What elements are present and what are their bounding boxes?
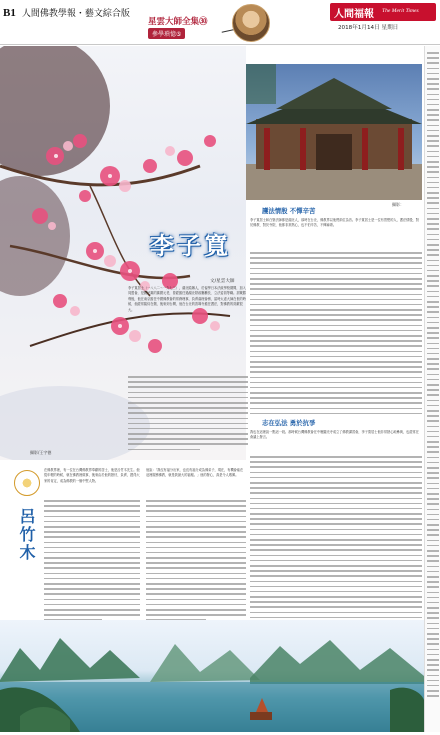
temple-photo-credit: 攝影： [392,202,404,207]
masthead-logo: 人間福報 [334,9,374,20]
section-title: 人間佛教學報・藝文綜合版 [21,8,130,18]
article2-text-block-a [44,500,140,620]
article2-text-block-b [146,500,246,620]
article-byline: 文/星雲大師 [210,279,235,284]
photo-credit-left: 攝影/王宇德 [30,450,52,455]
temple-art [246,64,422,200]
article1-text-block-b [250,252,422,418]
masthead [330,3,436,21]
series-title-block [148,15,208,27]
article-title-lu: 呂竹木 [17,508,36,562]
section-code: B1 [3,7,16,19]
ornament-icon [14,470,40,496]
page-header [0,0,440,46]
article1-text-block-a [128,376,248,456]
article1-subhead2: 志在弘法 勇於抗爭 [262,419,316,427]
master-portrait [232,4,270,42]
masthead-english: The Merit Times [382,8,419,14]
series-number: ㉚ [199,16,208,26]
article2-body2: 他說：「我沒有福分出家，也沒有福分成為佛弟子，現在，有機會能在這裡服務佛教，就是我最大的福報。」他的發心，真是令人敬佩。 [146,468,244,478]
article1-subhead1: 護法情殷 不憚辛苦 [262,207,316,215]
issue-date: 2018年1月14日 星期日 [338,25,399,31]
article-title-li: 李子寬 [150,232,231,260]
right-edge-strip [424,46,440,732]
header-rule [0,44,440,45]
bay-landscape-photo [0,620,424,732]
sub-title: 參學瑣憶 [152,31,177,38]
sub-title-badge [148,28,185,39]
article1-body3: 我也在這裡說一點這一段。那時候台灣佛教會在中壢圓光寺成立了佛教講習會，李子寬居士他非常熱心地參與，也經常在會議上發言。 [250,430,419,440]
series-title: 星雲大師全集 [148,16,200,26]
article1-text-block-c [250,456,422,620]
edge-strip-text [427,52,439,724]
article1-intro-text: 李子寬居士（一八八二～一九七三），湖北隨縣人，於留學日本法政學校期間，加入同盟會，是國民黨的黨國元老，曾經擔任過湖北財政廳廳長、立法委員等職。抗戰勝利後，他在南京擔任中國佛教會的常務理事，負責處理會務，當時太虛大師在世的時候，他經常隨侍在側，後來到台灣，他在台北的善導寺擔任護法，對佛教的貢獻很大。 [128,286,246,312]
article2-intro-text: 在佛教界裡，有一位在台灣佛教界奉獻的居士，他是呂竹木先生。他從年輕的時候，就在佛教裡做事，後來由於他的熱忱、負責，獲得大家的肯定，成為佛教的一個中堅人物。 [44,468,140,483]
bay-art [0,620,424,732]
sub-number: ⑤ [176,31,182,38]
article1-body2: 李子寬居士和白聖法師都是湖北人，那時在台北，佛教界以他們兩位為首。李子寬居士是一位有思想的人，護法情殷，對於佛教、對於寺院，他都非常熱心，也不怕辛苦，不憚麻煩。 [250,218,419,228]
temple-photo [246,64,422,200]
